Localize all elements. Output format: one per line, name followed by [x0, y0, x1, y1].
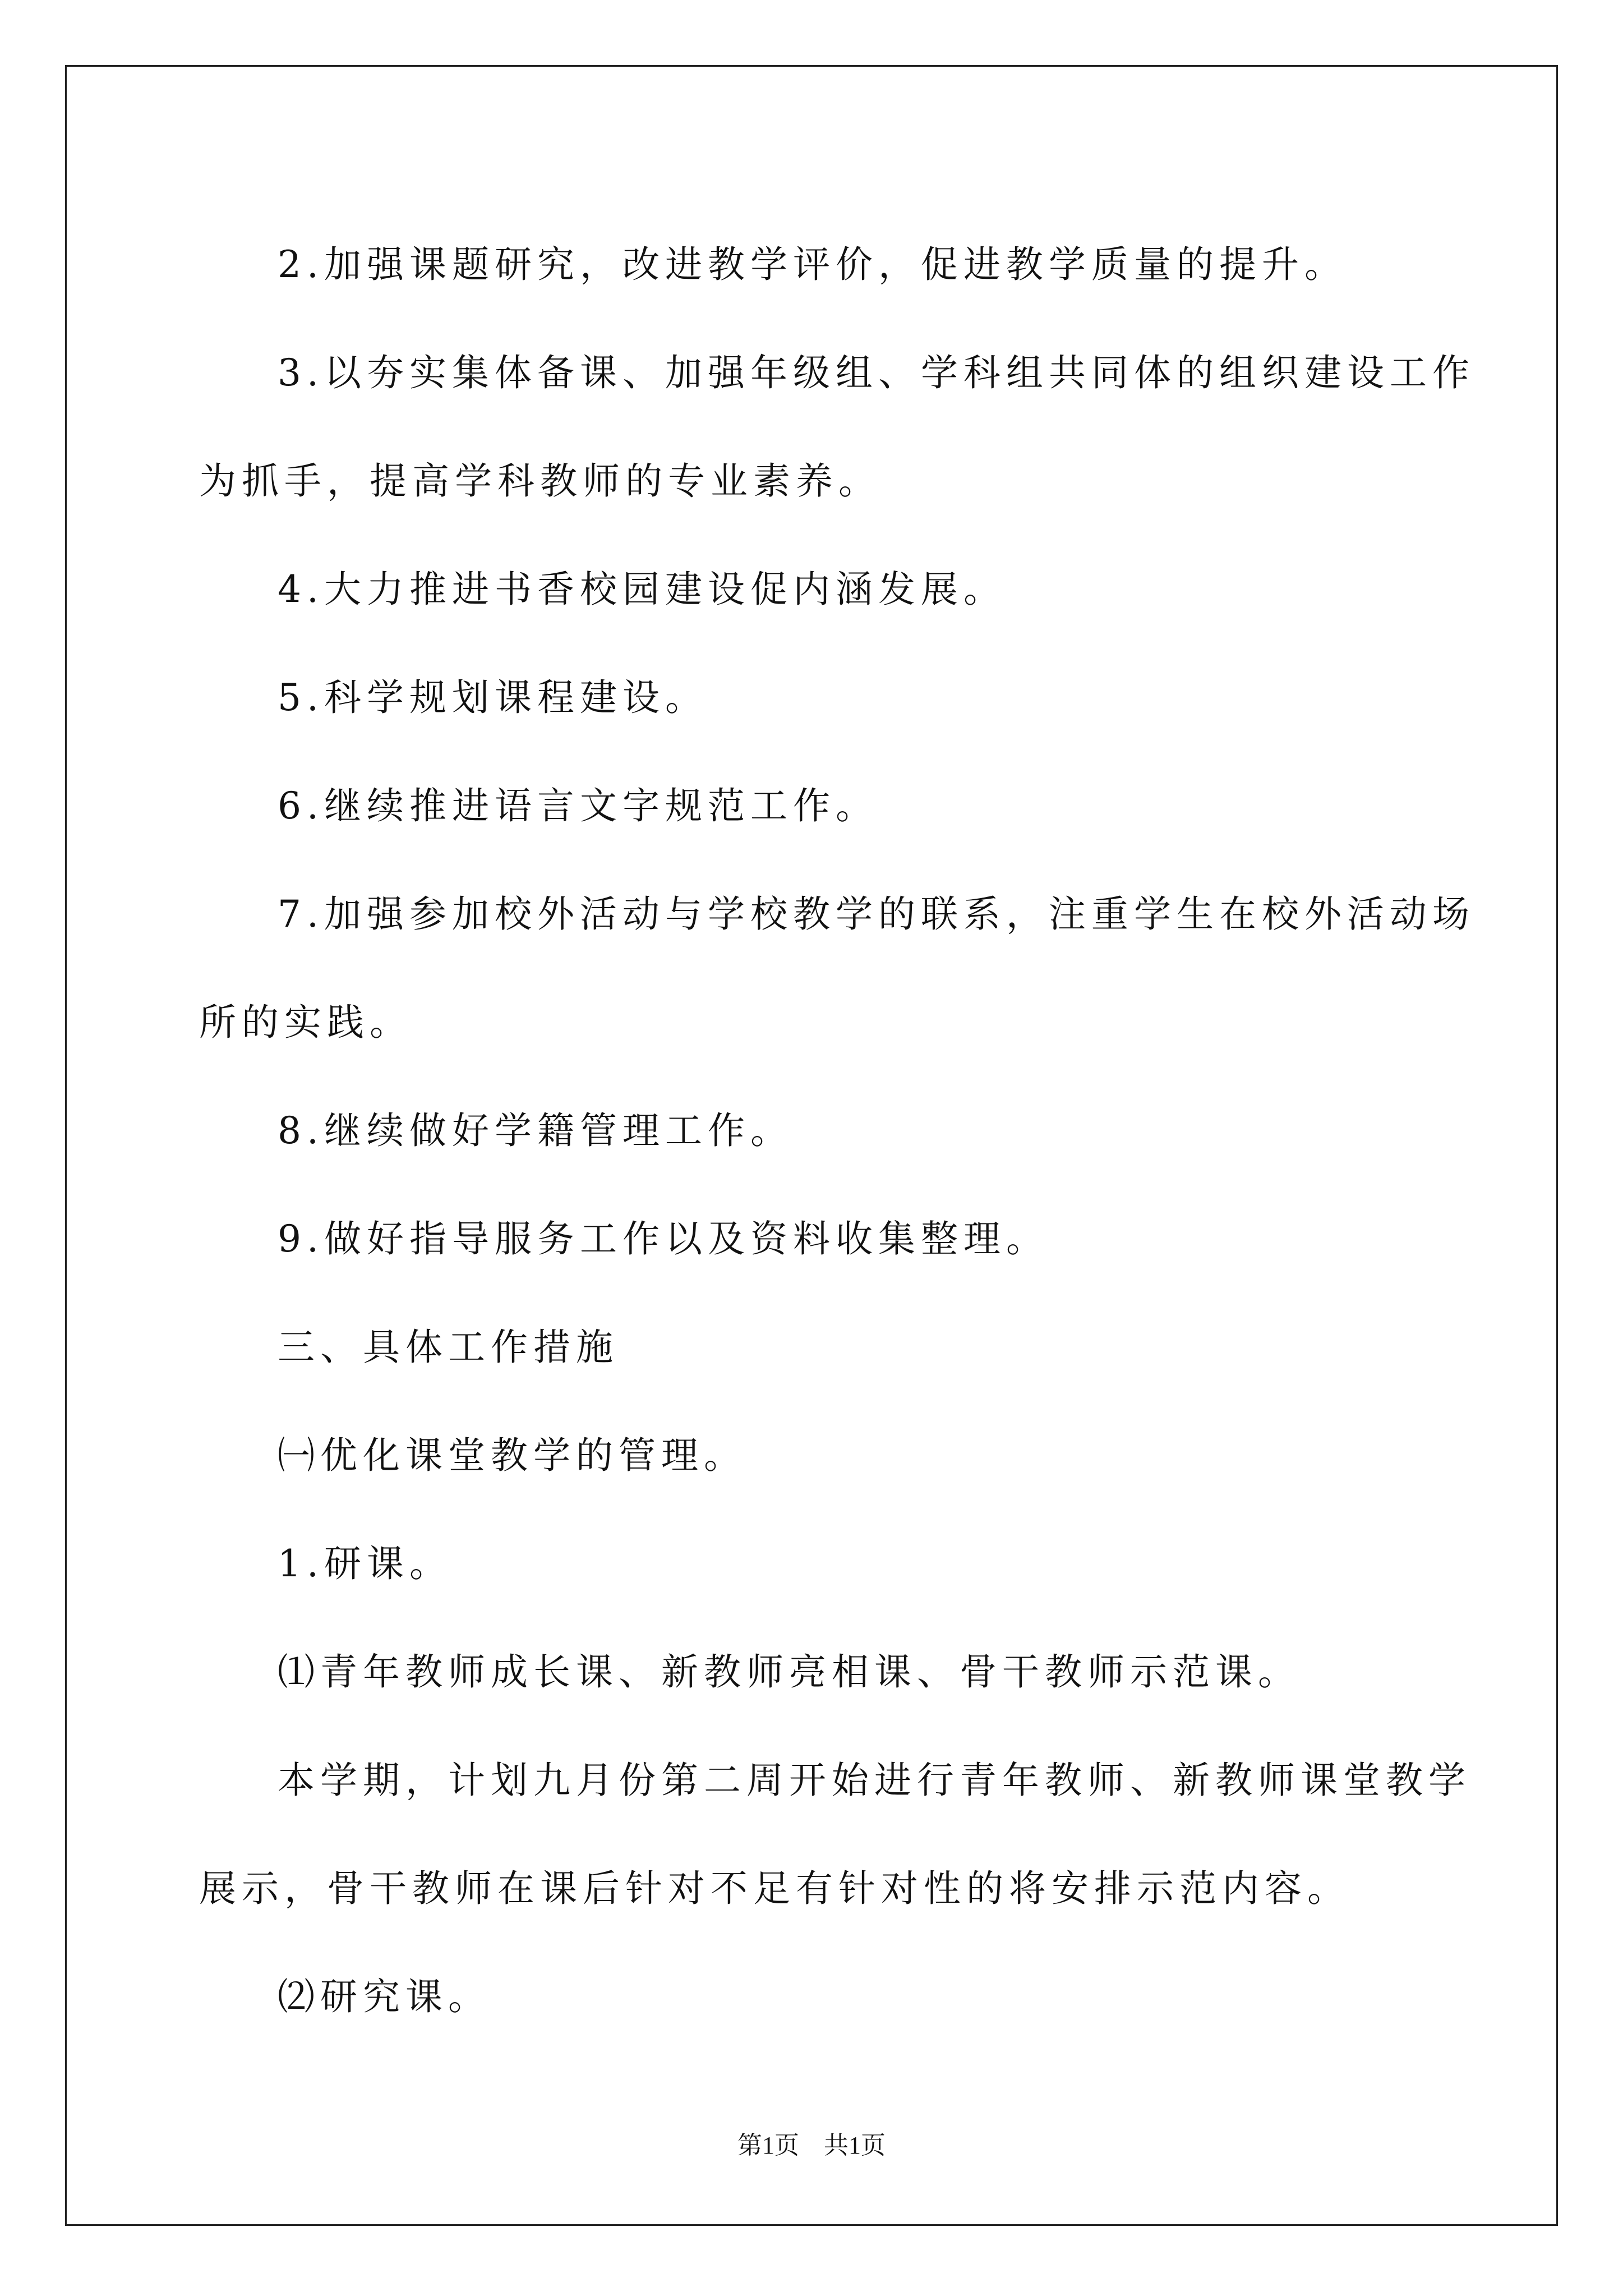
page-footer: 第1页 共1页 — [737, 2132, 886, 2159]
paragraph: 所的实践。 — [199, 1001, 412, 1044]
document-body — [199, 210, 1475, 2051]
paragraph: ⑵研究课。 — [278, 1975, 491, 2018]
paragraph: 本学期，计划九月份第二周开始进行青年教师、新教师课堂教学 — [278, 1759, 1471, 1802]
paragraph: 展示，骨干教师在课后针对不足有针对性的将安排示范内容。 — [199, 1867, 1350, 1910]
paragraph: 7.加强参加校外活动与学校教学的联系，注重学生在校外活动场 — [278, 892, 1475, 936]
paragraph: 8.继续做好学籍管理工作。 — [278, 1109, 793, 1152]
paragraph: 1.研课。 — [278, 1542, 452, 1585]
section-heading: 三、具体工作措施 — [278, 1326, 619, 1369]
paragraph: 3.以夯实集体备课、加强年级组、学科组共同体的组织建设工作 — [278, 351, 1475, 394]
paragraph: ⑴青年教师成长课、新教师亮相课、骨干教师示范课。 — [278, 1650, 1301, 1694]
subsection-heading: ㈠优化课堂教学的管理。 — [278, 1434, 746, 1477]
paragraph: 6.继续推进语言文字规范工作。 — [278, 784, 878, 827]
paragraph: 9.做好指导服务工作以及资料收集整理。 — [278, 1217, 1049, 1260]
paragraph: 2.加强课题研究，改进教学评价，促进教学质量的提升。 — [278, 243, 1347, 286]
paragraph: 为抓手，提高学科教师的专业素养。 — [199, 459, 881, 503]
paragraph: 5.科学规划课程建设。 — [278, 676, 708, 719]
paragraph: 4.大力推进书香校园建设促内涵发展。 — [278, 568, 1006, 611]
